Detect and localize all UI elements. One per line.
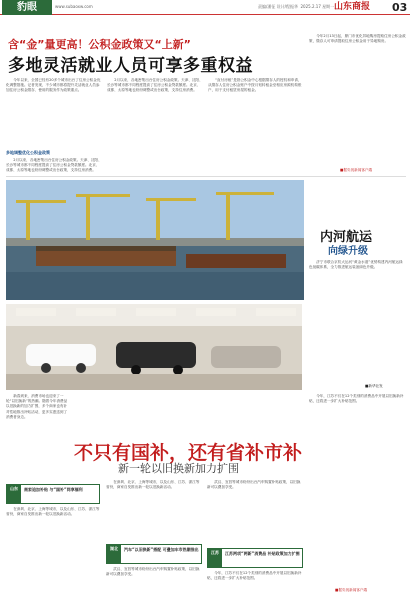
bottom-intro-text: 新春到来，消费市场也迎来了一轮“以旧换新”的热潮。随着今年消费品以旧换新的加力扩围，多个商家也有针对性地推出补贴活动，更多实惠送到了消费者身边。	[6, 394, 68, 419]
section-text-2b: “直付房租”是指公积金中心根据缴存人的授权和申请，从缴存人住房公积金账户中按月划转租金至相应房源机构账户，用于支付租赁房屋的租金。	[208, 78, 302, 93]
bottom-body-3b	[309, 394, 406, 580]
bottom-body-2	[106, 567, 202, 599]
province-tag-1: 山东	[7, 485, 21, 503]
lead-text: 今年以来，全国已经有20多个城市出台了住房公积金优化调整措施。记者发现，不少城市都将提升灵活就业人员参加住房公积金缴存、使用的服务作为政策重点。	[6, 78, 101, 93]
section-text-1b: 2月以来，各地密集出台住房公积金政策。天津、沈阳、长沙等城市都不同程度提高了住房公积金贷款额度。北京、成都、太原等地也纷纷调整或出台政策，支持住房消费。	[107, 78, 203, 93]
issue-date: 2025.2.17 星期一	[300, 4, 335, 9]
bottom-text-2: 武汉、宜昌等城市纷纷出台汽车购置补贴政策，以旧换新可以叠加享受。	[106, 567, 200, 577]
section-text-1: 2月以来，各地密集出台住房公积金政策。天津、沈阳、长沙等城市都不同程度提高了住房公积金贷款额度。北京、成都、太原等地也纷纷调整或出台政策，支持住房消费。	[6, 158, 102, 173]
bottom-subhead: 新一轮以旧换新加力扩围	[118, 462, 239, 475]
site-url: www.subaoxw.com	[55, 4, 93, 9]
bottom-text-1b: 在深圳、北京、上海等城市，以及山东、江苏、浙江等省份，商家自发推出新一轮以旧换新活动。	[106, 480, 200, 490]
middle-byline: ■新华社发	[365, 384, 383, 388]
bottom-body-3	[207, 571, 303, 599]
middle-headline: 内河航运	[320, 230, 373, 245]
paper-logo: 豹眼	[2, 0, 52, 15]
showroom-photo	[6, 304, 302, 390]
bottom-byline: ■据央视新闻客户端	[335, 588, 368, 592]
bottom-text-1: 在深圳、北京、上海等城市，以及山东、江苏、浙江等省份，商家自发推出新一轮以旧换新活动。	[6, 507, 100, 517]
province-box-3	[207, 548, 303, 568]
middle-text	[309, 260, 406, 380]
middle-subhead: 向绿升级	[328, 246, 368, 257]
bottom-sub-2: 汽车“以旧换新”搭配 可叠加车市热潮推出	[124, 547, 199, 552]
bottom-body-1b	[106, 480, 202, 540]
top-story-headline: 多地灵活就业人员可享多重权益	[8, 56, 253, 76]
divider-1	[6, 176, 406, 177]
middle-text-body: 济宁市联合京杭大运河“黄金水道”优势构建内河航运绿色低碳体系，全力推进航运装备绿色升级。	[309, 260, 403, 270]
section-body-3b	[309, 34, 406, 166]
port-photo	[6, 180, 304, 300]
section-text-3b: 今年2月13日起，厦门市优化异地购房提取住房公积金政策，缴存人可申请提取住房公积金用于异地购房。	[309, 34, 406, 44]
bottom-text-3: 今年，江苏不仅在12个类别的消费品中开展以旧换新补贴，还将进一步扩大补贴范围。	[207, 571, 302, 581]
showroom-illustration	[6, 304, 302, 390]
bottom-text-3b: 今年，江苏不仅在12个类别的消费品中开展以旧换新补贴，还将进一步扩大补贴范围。	[309, 394, 404, 404]
top-story-kicker: 含“金”量更高！公积金政策又“上新”	[8, 38, 191, 51]
bottom-intro	[6, 394, 68, 484]
top-byline: ■据央视新闻客户端	[340, 168, 373, 172]
editor-meta	[258, 4, 334, 10]
bottom-sub-1: 商家追加补贴 与“国补”同享福利	[24, 487, 83, 492]
bottom-text-2b: 武汉、宜昌等城市纷纷出台汽车购置补贴政策，以旧换新可以叠加享受。	[207, 480, 301, 490]
province-box-2	[106, 544, 202, 564]
bottom-sub-3: 江苏两项“两新”消费品 补贴政策加力扩围	[225, 551, 300, 556]
paper-name: 山东商报	[334, 2, 371, 12]
bottom-body-1	[6, 507, 100, 597]
province-tag-3: 江苏	[208, 549, 222, 567]
province-tag-2: 湖北	[107, 545, 121, 563]
province-box-1	[6, 484, 100, 504]
page-number: 03	[392, 1, 408, 14]
bottom-body-2b	[207, 480, 303, 544]
port-illustration	[6, 180, 304, 300]
bottom-headline: 不只有国补，还有省补市补	[74, 442, 303, 464]
top-story-lead	[6, 78, 102, 138]
section-subhead-1: 多地调整优化公积金政策	[6, 150, 50, 155]
editor-credit: 责编/潘征 设计/程振华	[258, 4, 298, 9]
